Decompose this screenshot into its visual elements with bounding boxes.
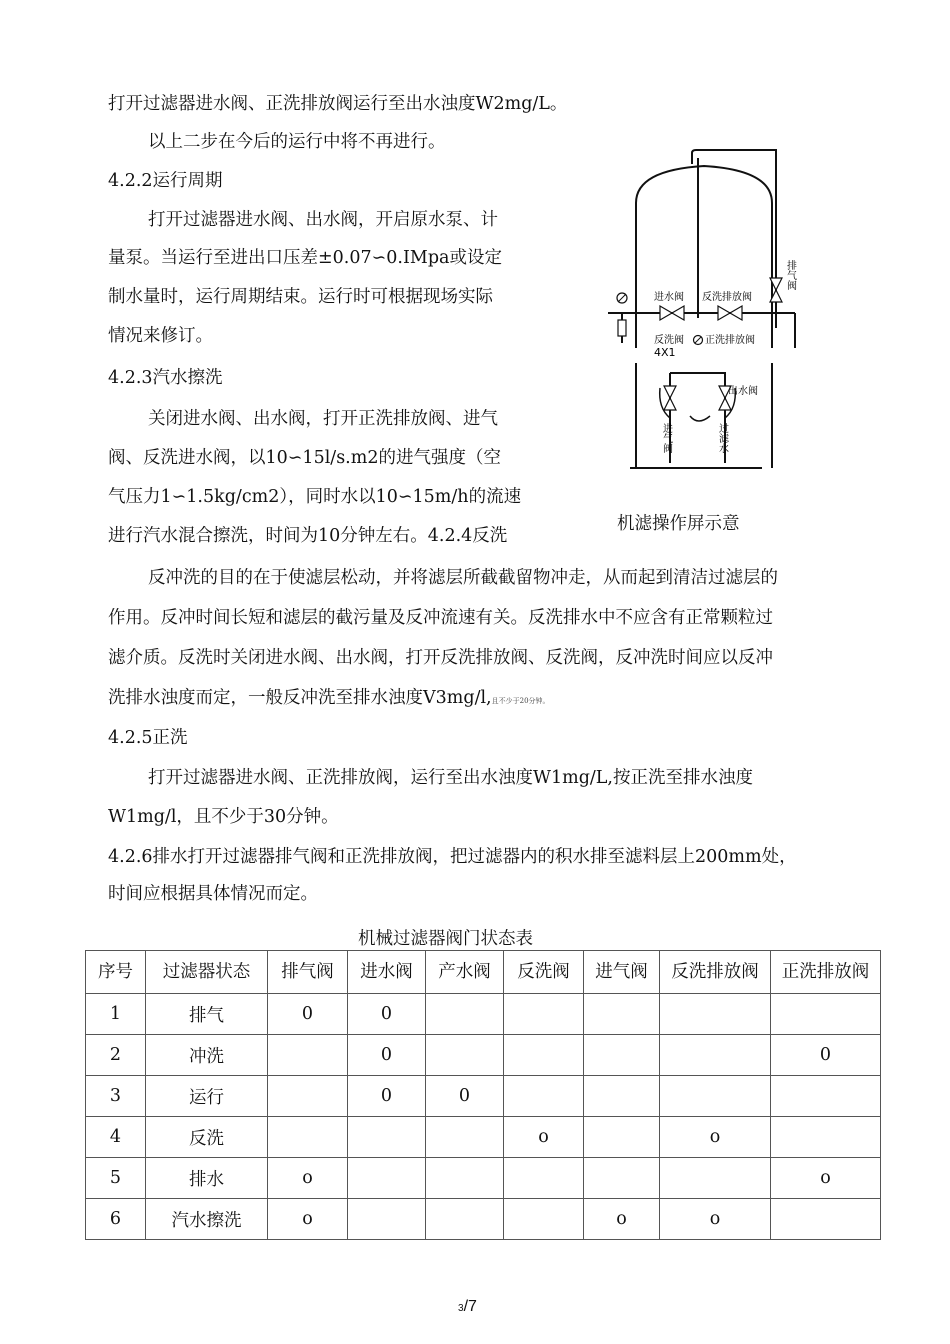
table-cell: o [660,1117,771,1158]
table-cell: 排水 [146,1158,268,1199]
table-row [86,1158,881,1199]
paragraph-4-2-2-d: 情况来修订。 [108,326,213,346]
page-number-rest: /7 [463,1298,477,1315]
table-cell [771,1117,881,1158]
table-cell: 5 [86,1158,146,1199]
table-title: 机械过滤器阀门状态表 [358,929,533,949]
table-cell: 0 [348,1076,426,1117]
table-cell [584,1076,660,1117]
table-cell [584,1035,660,1076]
table-cell [660,1076,771,1117]
table-cell [504,1158,584,1199]
label-filtered-water: 过滤水 [716,423,728,453]
tank-top-outline [636,166,772,348]
table-header-cell: 反洗排放阀 [660,951,771,994]
table-cell [660,994,771,1035]
flowmeter-icon [618,320,626,336]
table-cell [660,1035,771,1076]
table-header-cell: 排气阀 [268,951,348,994]
table-header-cell: 反洗阀 [504,951,584,994]
paragraph-4-2-4-b: 作用。反冲时间长短和滤层的截污量及反冲流速有关。反洗排水中不应含有正常颗粒过 [108,608,773,628]
paragraph-4-2-5-a: 打开过滤器进水阀、正洗排放阀，运行至出水浊度W1mg/L,按正洗至排水浊度 [148,768,753,788]
paragraph-p2: 以上二步在今后的运行中将不再进行。 [148,132,446,152]
paragraph-4-2-4-d [108,686,550,713]
table-cell [268,1117,348,1158]
table-cell [348,1199,426,1240]
table-header-cell: 进气阀 [584,951,660,994]
table-cell: 0 [348,994,426,1035]
table-row [86,1035,881,1076]
table-cell [426,994,504,1035]
heading-4-2-3: 4.2.3汽水擦洗 [108,368,223,388]
paragraph-4-2-6-a: 4.2.6排水打开过滤器排气阀和正洗排放阀，把过滤器内的积水排至滤料层上200mm处， [108,847,797,867]
label-tag: 4X1 [654,346,676,359]
table-cell [504,1076,584,1117]
table-cell [426,1158,504,1199]
table-cell: 排气 [146,994,268,1035]
table-cell [426,1199,504,1240]
paragraph-4-2-2-b: 量泵。当运行至进出口压差±0.07∽0.IMpa或设定 [108,248,502,268]
paragraph-4-2-4-d-small: 且不少于20分钟。 [491,697,550,705]
table-cell [268,1076,348,1117]
table-cell: 4 [86,1117,146,1158]
table-header-cell: 正洗排放阀 [771,951,881,994]
paragraph-4-2-6-b: 时间应根据具体情况而定。 [108,884,318,904]
table-cell: 0 [348,1035,426,1076]
table-header-cell: 产水阀 [426,951,504,994]
table-cell: 0 [426,1076,504,1117]
table-cell [504,1035,584,1076]
table-cell: o [584,1199,660,1240]
table-cell [426,1117,504,1158]
table-cell [426,1035,504,1076]
paragraph-4-2-3-a: 关闭进水阀、出水阀，打开正洗排放阀、进气 [148,409,498,429]
valve-state-table [85,950,881,1240]
filter-diagram [600,148,810,478]
table-cell [584,994,660,1035]
paragraph-4-2-4-c: 滤介质。反洗时关闭进水阀、出水阀，打开反洗排放阀、反洗阀，反冲洗时间应以反冲 [108,648,773,668]
table-cell [771,1199,881,1240]
table-cell [268,1035,348,1076]
table-header-row [86,951,881,994]
page-number-small: 3 [458,1303,464,1314]
table-cell: 反洗 [146,1117,268,1158]
table-cell: o [660,1199,771,1240]
figure-caption: 机滤操作屏示意 [617,514,740,534]
label-rinse-drain-valve: 正洗排放阀 [705,335,755,346]
label-backwash-valve: 反洗阀 [654,335,684,346]
table-header-cell: 序号 [86,951,146,994]
table-cell: 0 [268,994,348,1035]
label-vent-valve: 排气阀 [784,260,796,290]
table-cell [504,1199,584,1240]
paragraph-4-2-4-a: 反冲洗的目的在于使滤层松动，并将滤层所截截留物冲走，从而起到清洁过滤层的 [148,568,778,588]
inlet-valve-icon [660,306,684,320]
table-cell: 0 [771,1035,881,1076]
table-cell [504,994,584,1035]
label-air-inlet: 进气阀 [660,423,672,453]
paragraph-4-2-2-c: 制水量时，运行周期结束。运行时可根据现场实际 [108,287,493,307]
table-cell: 1 [86,994,146,1035]
heading-4-2-5: 4.2.5正洗 [108,728,188,748]
table-cell: o [771,1158,881,1199]
table-cell [660,1158,771,1199]
table-cell: o [268,1158,348,1199]
table-cell: 2 [86,1035,146,1076]
paragraph-4-2-5-b: W1mg/l，且不少于30分钟。 [108,807,339,827]
table-cell: 3 [86,1076,146,1117]
paragraph-4-2-3-d: 进行汽水混合擦洗，时间为10分钟左右。4.2.4反洗 [108,526,508,546]
table-cell: 运行 [146,1076,268,1117]
tank-bottom-outline [630,363,772,468]
table-row [86,1199,881,1240]
table-row [86,1076,881,1117]
table-cell: 汽水擦洗 [146,1199,268,1240]
paragraph-4-2-3-c: 气压力1∽1.5kg/cm2），同时水以10∽15m/h的流速 [108,487,522,507]
label-inlet-valve: 进水阀 [654,292,684,303]
table-cell [584,1158,660,1199]
label-backwash-drain-valve: 反洗排放阀 [702,292,752,303]
table-cell [348,1158,426,1199]
paragraph-4-2-3-b: 阀、反洗进水阀，以10∽15l/s.m2的进气强度（空 [108,448,501,468]
backwash-drain-valve-icon [718,306,742,320]
table-cell [771,1076,881,1117]
air-inlet-valve-icon [664,386,676,410]
table-cell [771,994,881,1035]
heading-4-2-2: 4.2.2运行周期 [108,171,223,191]
table-cell [348,1117,426,1158]
paragraph-p1: 打开过滤器进水阀、正洗排放阀运行至出水浊度W2mg/L。 [108,94,568,114]
table-row [86,994,881,1035]
table-cell: o [504,1117,584,1158]
paragraph-4-2-4-d-text: 洗排水浊度而定，一般反冲洗至排水浊度V3mg/l, [108,688,492,708]
page-number [458,1298,477,1316]
table-cell: 冲洗 [146,1035,268,1076]
table-header-cell: 过滤器状态 [146,951,268,994]
paragraph-4-2-2-a: 打开过滤器进水阀、出水阀，开启原水泵、计 [148,210,498,230]
label-outlet-valve: 出水阀 [728,386,758,397]
table-header-cell: 进水阀 [348,951,426,994]
table-cell: o [268,1199,348,1240]
table-cell: 6 [86,1199,146,1240]
table-cell [584,1117,660,1158]
table-row [86,1117,881,1158]
